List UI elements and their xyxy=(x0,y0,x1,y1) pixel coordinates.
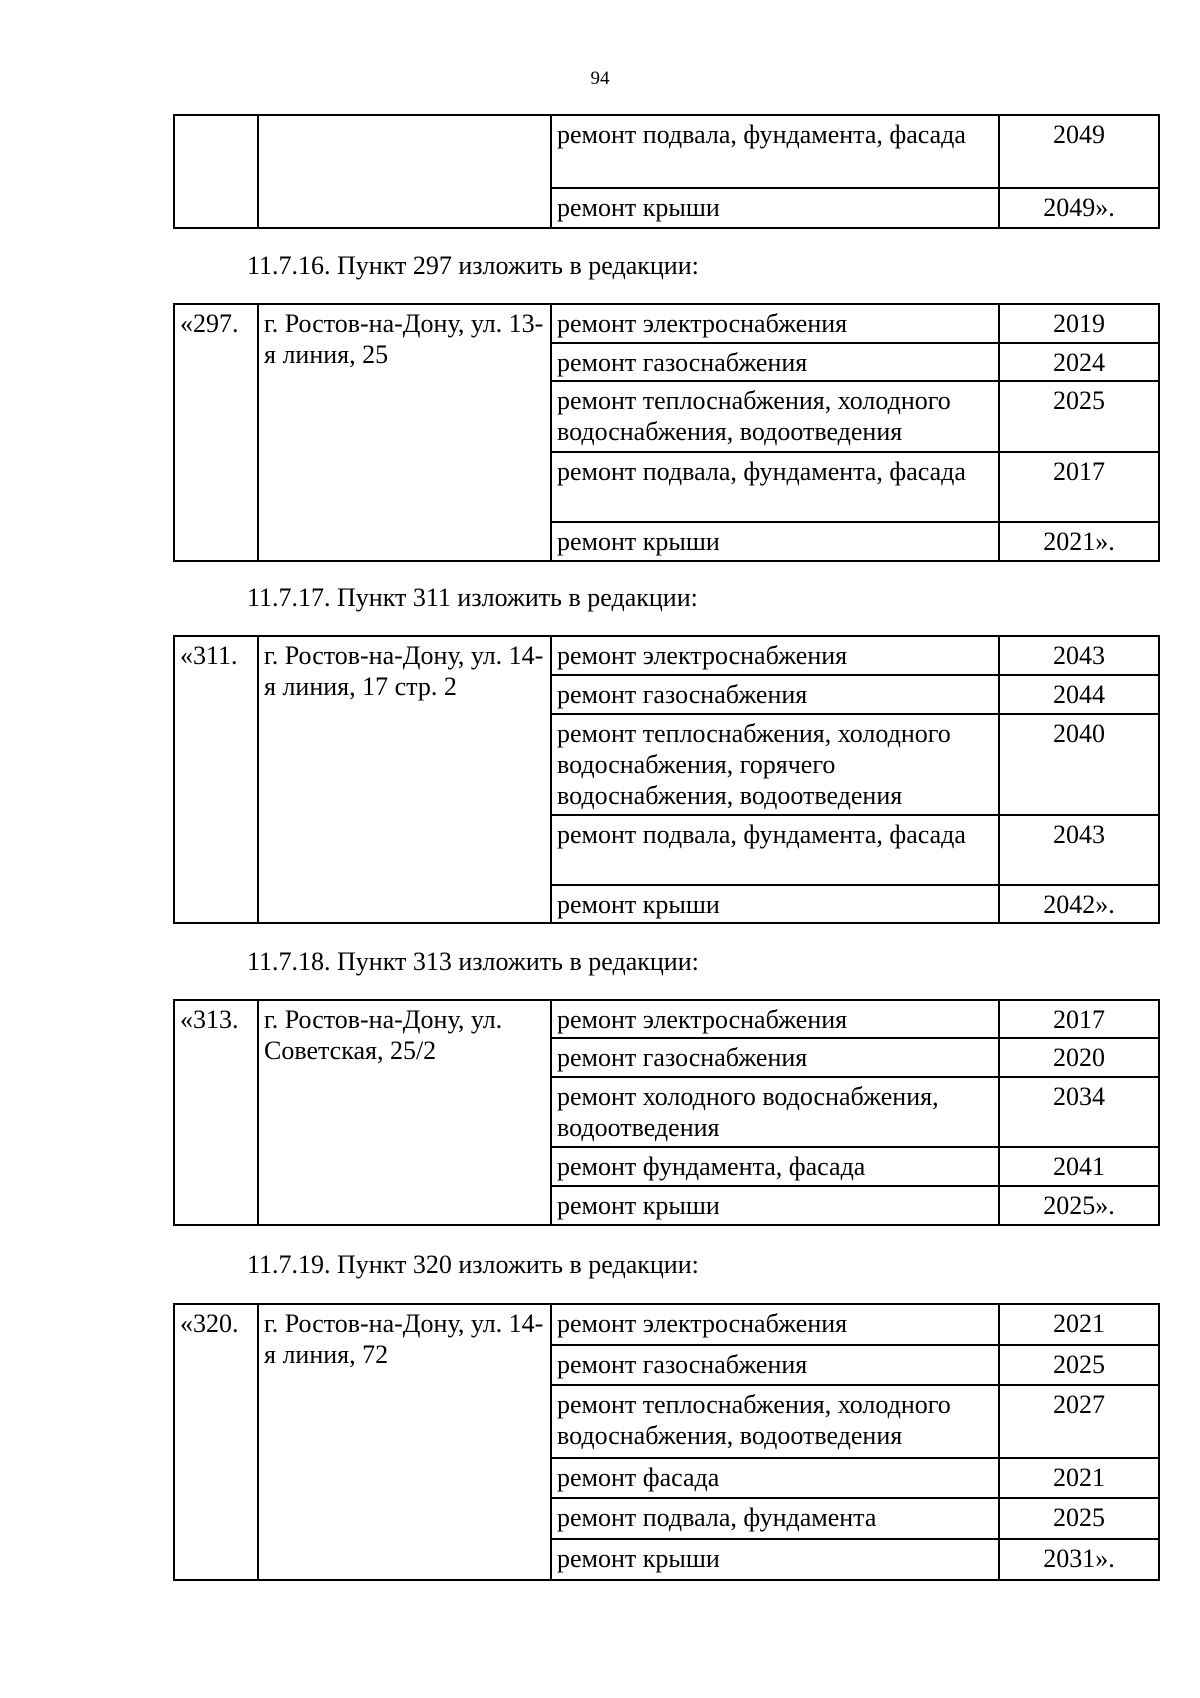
work-cell: ремонт электроснабжения xyxy=(551,304,999,343)
work-cell: ремонт электроснабжения xyxy=(551,1000,999,1038)
item-table-block xyxy=(173,999,1158,1226)
year-cell: 2042». xyxy=(999,885,1159,923)
table-row xyxy=(174,1304,1159,1345)
item-table-block xyxy=(173,635,1158,924)
work-cell: ремонт крыши xyxy=(551,885,999,923)
work-cell: ремонт крыши xyxy=(551,188,999,228)
work-cell: ремонт газоснабжения xyxy=(551,1345,999,1385)
year-cell: 2025 xyxy=(999,1498,1159,1539)
work-cell: ремонт электроснабжения xyxy=(551,636,999,675)
work-cell: ремонт подвала, фундамента, фасада xyxy=(551,452,999,522)
section-heading: 11.7.16. Пункт 297 изложить в редакции: xyxy=(247,251,699,280)
section-heading: 11.7.17. Пункт 311 изложить в редакции: xyxy=(247,583,698,612)
continuation-table xyxy=(173,114,1160,229)
item-number: «297. xyxy=(174,304,258,561)
item-number: «311. xyxy=(174,636,258,923)
work-cell: ремонт подвала, фундамента, фасада xyxy=(551,815,999,885)
work-cell: ремонт фундамента, фасада xyxy=(551,1147,999,1186)
work-cell: ремонт подвала, фундамента, фасада xyxy=(551,115,999,188)
year-cell: 2049 xyxy=(999,115,1159,188)
year-cell: 2043 xyxy=(999,815,1159,885)
year-cell: 2025 xyxy=(999,1345,1159,1385)
year-cell: 2017 xyxy=(999,452,1159,522)
work-cell: ремонт электроснабжения xyxy=(551,1304,999,1345)
item-table xyxy=(173,303,1160,562)
work-cell: ремонт теплоснабжения, холодного водоснабжения, водоотведения xyxy=(551,381,999,452)
table-row xyxy=(174,1000,1159,1038)
section-heading: 11.7.19. Пункт 320 изложить в редакции: xyxy=(247,1250,699,1279)
year-cell: 2024 xyxy=(999,343,1159,381)
item-table xyxy=(173,999,1160,1226)
year-cell: 2043 xyxy=(999,636,1159,675)
work-cell: ремонт теплоснабжения, холодного водоснабжения, водоотведения xyxy=(551,1385,999,1458)
item-table xyxy=(173,635,1160,924)
year-cell: 2021». xyxy=(999,522,1159,561)
item-table-block xyxy=(173,1303,1158,1581)
continuation-table-block xyxy=(173,114,1158,229)
year-cell: 2031». xyxy=(999,1539,1159,1580)
work-cell: ремонт газоснабжения xyxy=(551,343,999,381)
work-cell: ремонт крыши xyxy=(551,522,999,561)
item-number: «313. xyxy=(174,1000,258,1225)
year-cell: 2021 xyxy=(999,1304,1159,1345)
year-cell: 2049». xyxy=(999,188,1159,228)
page-number: 94 xyxy=(590,68,610,89)
section-heading: 11.7.18. Пункт 313 изложить в редакции: xyxy=(247,947,699,976)
item-address: г. Ростов-на-Дону, ул. Советская, 25/2 xyxy=(258,1000,551,1225)
number-cell xyxy=(174,115,258,228)
work-cell: ремонт крыши xyxy=(551,1539,999,1580)
table-row xyxy=(174,304,1159,343)
year-cell: 2020 xyxy=(999,1038,1159,1077)
work-cell: ремонт фасада xyxy=(551,1458,999,1498)
year-cell: 2025 xyxy=(999,381,1159,452)
year-cell: 2021 xyxy=(999,1458,1159,1498)
item-table-block xyxy=(173,303,1158,562)
work-cell: ремонт теплоснабжения, холодного водоснабжения, горячего водоснабжения, водоотведения xyxy=(551,714,999,815)
year-cell: 2019 xyxy=(999,304,1159,343)
item-address: г. Ростов-на-Дону, ул. 14-я линия, 17 стр. 2 xyxy=(258,636,551,923)
item-number: «320. xyxy=(174,1304,258,1580)
table-row xyxy=(174,115,1159,188)
work-cell: ремонт крыши xyxy=(551,1186,999,1225)
work-cell: ремонт холодного водоснабжения, водоотведения xyxy=(551,1077,999,1147)
year-cell: 2017 xyxy=(999,1000,1159,1038)
year-cell: 2041 xyxy=(999,1147,1159,1186)
work-cell: ремонт газоснабжения xyxy=(551,1038,999,1077)
item-address: г. Ростов-на-Дону, ул. 14-я линия, 72 xyxy=(258,1304,551,1580)
year-cell: 2025». xyxy=(999,1186,1159,1225)
item-address: г. Ростов-на-Дону, ул. 13-я линия, 25 xyxy=(258,304,551,561)
address-cell xyxy=(258,115,551,228)
work-cell: ремонт газоснабжения xyxy=(551,675,999,714)
year-cell: 2040 xyxy=(999,714,1159,815)
item-table xyxy=(173,1303,1160,1581)
year-cell: 2034 xyxy=(999,1077,1159,1147)
year-cell: 2044 xyxy=(999,675,1159,714)
table-row xyxy=(174,636,1159,675)
work-cell: ремонт подвала, фундамента xyxy=(551,1498,999,1539)
year-cell: 2027 xyxy=(999,1385,1159,1458)
